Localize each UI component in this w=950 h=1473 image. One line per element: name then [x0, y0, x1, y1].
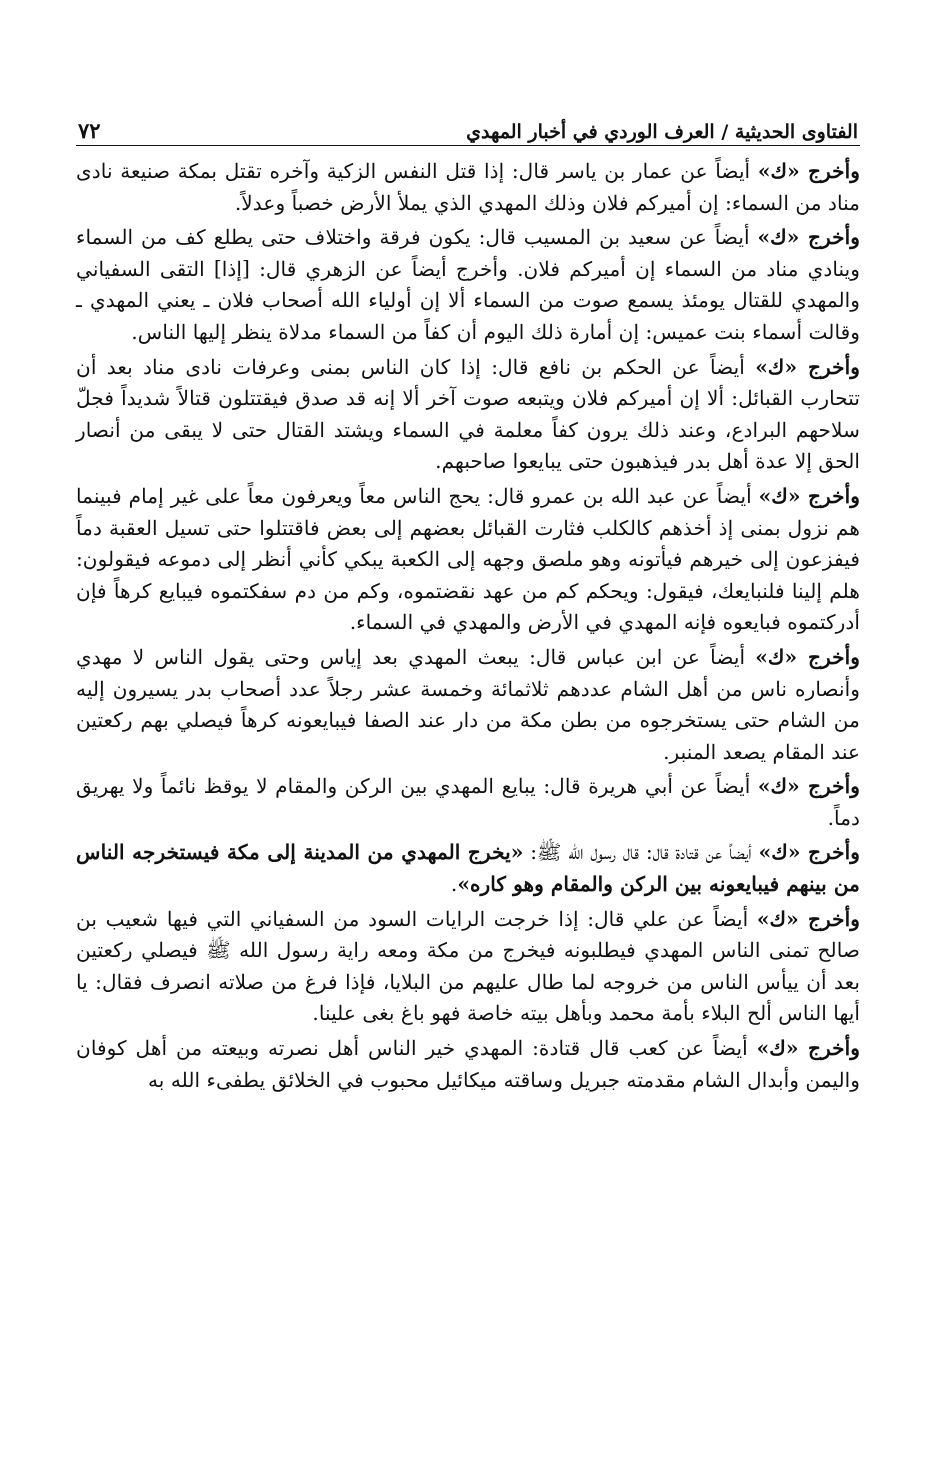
- book-page: [76, 112, 860, 1099]
- paragraph: [76, 156, 860, 219]
- paragraph-lead: وأخرج «ك»: [757, 225, 860, 250]
- paragraph-text: أيضاً عن قتادة قال: قال رسول الله ﷺ:: [523, 840, 759, 865]
- paragraph-lead: وأخرج «ك»: [755, 644, 860, 669]
- paragraph-lead: وأخرج «ك»: [758, 840, 860, 865]
- running-title: الفتاوى الحديثية / العرف الوردي في أخبار المهدي: [466, 121, 858, 143]
- paragraph-text: أيضاً عن أبي هريرة قال: يبايع المهدي بين الركن والمقام لا يوقظ نائماً ولا يهريق دماً.: [76, 774, 860, 830]
- paragraph: [76, 837, 860, 900]
- paragraph-text: أيضاً عن عبد الله بن عمرو قال: يحج الناس معاً ويعرفون معاً على غير إمام فبينما هم نزول بمنى إذ أخذهم كالكلب فثارت القبائل بعضهم إلى بعض فاقتتلوا حتى تسيل العقبة دماً فيفزعون إلى خيرهم فيأتونه وهو ملصق وجهه إلى الكعبة يبكي كأني أنظر إلى دموعه فيقولون: هلم إلينا فلنبايعك، فيقول: ويحكم كم من عهد نقضتموه، وكم من دم سفكتموه فيبايع كرهاً فإن أدركتموه فبايعوه فإنه المهدي في الأرض والمهدي في السماء.: [76, 483, 860, 635]
- page-number: ٧٢: [78, 118, 101, 143]
- paragraph-lead: وأخرج «ك»: [755, 354, 860, 379]
- paragraph-tail: .: [450, 872, 458, 897]
- paragraph: [76, 1033, 860, 1096]
- paragraph-lead: وأخرج «ك»: [757, 774, 860, 799]
- paragraph-lead: وأخرج «ك»: [756, 1036, 860, 1061]
- paragraph-text: أيضاً عن سعيد بن المسيب قال: يكون فرقة واختلاف حتى يطلع كف من السماء وينادي مناد من السماء إن أميركم فلان. وأخرج أيضاً عن الزهري قال: [إذا] التقى السفياني والمهدي للقتال يومئذ يسمع صوت من السماء ألا إن أولياء الله أصحاب فلان ـ يعني المهدي ـ وقالت أسماء بنت عميس: إن أمارة ذلك اليوم أن كفاً من السماء مدلاة ينظر إليها الناس.: [76, 225, 860, 344]
- paragraph-lead: وأخرج «ك»: [757, 159, 860, 183]
- paragraph-lead: وأخرج «ك»: [758, 483, 860, 508]
- paragraph: [76, 904, 860, 1030]
- paragraph-text: أيضاً عن عمار بن ياسر قال: إذا قتل النفس الزكية وآخره تقتل بمكة صنيعة نادى مناد من السماء: إن أميركم فلان وذلك المهدي الذي يملأ الأرض خصباً وعدلاً.: [76, 159, 860, 215]
- paragraph: [76, 642, 860, 768]
- page-body: [76, 156, 860, 1096]
- paragraph-text: أيضاً عن الحكم بن نافع قال: إذا كان الناس بمنى وعرفات نادى مناد بعد أن تتحارب القبائل: ألا إن أميركم فلان ويتبعه صوت آخر ألا إنه قد صدق فيقتتلون قتالاً شديداً فجلّ سلاحهم البرادع، وعند ذلك يرون كفاً معلمة في السماء ويشتد القتال حتى لا يبقى من أنصار الحق إلا عدة أهل بدر فيذهبون حتى يبايعوا صاحبهم.: [76, 354, 860, 474]
- paragraph-text: أيضاً عن علي قال: إذا خرجت الرايات السود من السفياني التي فيها شعيب بن صالح تمنى الناس المهدي فيطلبونه فيخرج من مكة ومعه راية رسول الله ﷺ فيصلي ركعتين بعد أن ييأس الناس من خروجه لما طال عليهم من البلايا، فإذا فرغ من صلاته انصرف فقال: يا أيها الناس ألح البلاء بأمة محمد وبأهل بيته خاصة فهو باغ بغى علينا.: [76, 906, 860, 1026]
- paragraph: [76, 352, 860, 478]
- paragraph: [76, 771, 860, 834]
- page-header: [76, 112, 860, 146]
- paragraph-text: أيضاً عن كعب قال قتادة: المهدي خير الناس أهل نصرته وبيعته من أهل كوفان واليمن وأبدال الشام مقدمته جبريل وساقته ميكائيل محبوب في الخلائق يطفىء الله به: [76, 1036, 860, 1092]
- paragraph-lead: وأخرج «ك»: [756, 906, 860, 931]
- hadith-quote: «يخرج المهدي من المدينة إلى مكة فيستخرجه الناس من بينهم فيبايعونه بين الركن والمقام وهو كاره»: [76, 840, 860, 897]
- paragraph: [76, 481, 860, 639]
- paragraph-text: أيضاً عن ابن عباس قال: يبعث المهدي بعد إياس وحتى يقول الناس لا مهدي وأنصاره ناس من أهل الشام عددهم ثلاثمائة وخمسة عشر رجلاً عدد أصحاب بدر يسيرون إليه من الشام حتى يستخرجوه من بطن مكة من دار عند الصفا فيبايعونه كرهاً فيصلي بهم ركعتين عند المقام يصعد المنبر.: [76, 644, 860, 764]
- paragraph: [76, 222, 860, 348]
